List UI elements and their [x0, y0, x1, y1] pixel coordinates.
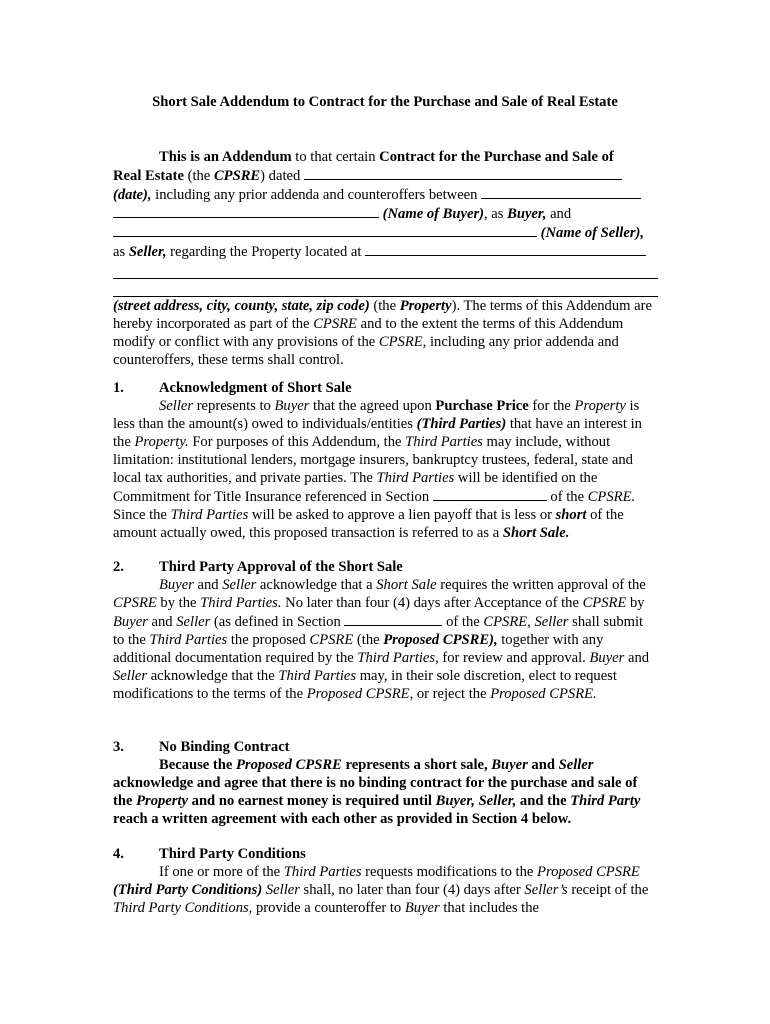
- text-run: If one or more of the: [159, 864, 284, 880]
- text-run: acknowledge and agree that there is no binding contract for the purchase and sale of the: [113, 775, 638, 809]
- text-run: short: [555, 507, 587, 523]
- text-run: , or reject the: [409, 686, 491, 702]
- section-3: [113, 738, 658, 828]
- text-run: Buyer: [274, 398, 310, 414]
- text-run: of the: [442, 614, 484, 630]
- section-3-heading: [113, 738, 658, 756]
- text-run: receipt of the: [567, 882, 649, 898]
- section-1: [113, 379, 658, 542]
- text-run: represents a short sale,: [341, 757, 492, 773]
- text-run: will be asked to approve a lien payoff that is less or: [248, 507, 556, 523]
- text-run: Seller: [222, 577, 257, 593]
- text-run: (Third Parties): [416, 416, 507, 432]
- text-run: 4.: [113, 846, 124, 862]
- date-blank[interactable]: [304, 166, 622, 180]
- text-run: Purchase Price: [435, 398, 529, 414]
- text-run: Third Party Conditions,: [113, 900, 253, 916]
- section-4: [113, 845, 658, 917]
- title-section-blank[interactable]: [433, 487, 547, 501]
- text-run: represents to: [193, 398, 275, 414]
- text-run: Third Parties,: [357, 650, 439, 666]
- text-run: shall submit to the: [113, 614, 644, 648]
- text-run: Third Parties: [405, 434, 483, 450]
- text-run: Buyer, Seller,: [435, 793, 517, 809]
- section-2: [113, 558, 658, 703]
- text-run: Short Sale: [376, 577, 437, 593]
- text-run: CPSRE: [582, 595, 627, 611]
- property-address-blank-3[interactable]: [113, 279, 658, 297]
- text-run: acknowledge that a: [256, 577, 377, 593]
- text-run: and no earnest money is required until: [188, 793, 436, 809]
- text-run: Third Party: [570, 793, 641, 809]
- text-run: Property: [136, 793, 188, 809]
- text-run: Proposed CPSRE: [236, 757, 342, 773]
- text-run: Third Parties: [278, 668, 357, 684]
- text-run: requires the written approval of the: [436, 577, 646, 593]
- text-run: will be identified on the Commitment for Title Insurance referenced in Section: [113, 470, 598, 505]
- text-run: that have an interest in the: [113, 416, 642, 450]
- text-run: by: [626, 595, 645, 611]
- text-run: Proposed CPSRE),: [383, 632, 498, 648]
- text-run: Third Party Approval of the Short Sale: [159, 559, 403, 575]
- buyer-name-blank-1[interactable]: [481, 185, 641, 199]
- text-run: may include, without limitation: institutional lenders, mortgage insurers, bankruptcy trustees, federal, state and local tax authorities, and private parties. The: [113, 434, 633, 486]
- text-run: Since the: [113, 507, 171, 523]
- text-run: and: [527, 757, 559, 773]
- buyer-name-blank-2[interactable]: [113, 204, 379, 218]
- text-run: 2.: [113, 559, 124, 575]
- property-address-blank-1[interactable]: [365, 242, 646, 256]
- text-run: Seller’s: [524, 882, 568, 898]
- text-run: Third Party Conditions: [159, 846, 306, 862]
- text-run: by the: [156, 595, 201, 611]
- text-run: for the: [528, 398, 575, 414]
- text-run: Third Parties: [149, 632, 228, 648]
- text-run: shall, no later than four (4) days after: [299, 882, 525, 898]
- property-address-blank-2[interactable]: [113, 261, 658, 279]
- intro-paragraph: This is an Addendum to that certain Contract for the Purchase and Sale of Real Estate (the CPSRE) dated (date), including any prior addenda and counteroffers between (Name of Buyer), as Buyer, and (Name of Seller), as Seller, regarding the Property located at (street address, city, county, state, zip code) (the Property). The terms of this Addendum are hereby incorporated as part of the CPSRE and to the extent the terms of this Addendum modify or conflict with any provisions of the CPSRE, including any prior addenda and counteroffers, these terms shall control.: [113, 148, 658, 369]
- text-run: Proposed CPSRE: [306, 686, 410, 702]
- text-run: No later than four (4) days after Acceptance of the: [281, 595, 583, 611]
- text-run: Buyer: [404, 900, 440, 916]
- text-run: requests modifications to the: [361, 864, 538, 880]
- text-run: Seller: [558, 757, 594, 773]
- seller-name-blank[interactable]: [113, 223, 537, 237]
- text-run: No Binding Contract: [159, 739, 290, 755]
- acceptance-section-blank[interactable]: [344, 612, 442, 626]
- text-run: provide a counteroffer to: [252, 900, 405, 916]
- text-run: of the: [546, 489, 588, 505]
- text-run: (as defined in Section: [210, 614, 345, 630]
- text-run: Buyer: [589, 650, 625, 666]
- text-run: for review and approval.: [438, 650, 590, 666]
- text-run: Proposed CPSRE.: [490, 686, 597, 702]
- date-label: (date),: [113, 187, 152, 203]
- text-run: Third Parties: [170, 507, 249, 523]
- text-run: may, in their sole discretion, elect to request modifications to the terms of the: [113, 668, 617, 702]
- text-run: Buyer: [159, 577, 194, 593]
- text-run: Third Parties.: [200, 595, 282, 611]
- text-run: and: [147, 614, 177, 630]
- document-title: Short Sale Addendum to Contract for the Purchase and Sale of Real Estate: [152, 94, 618, 110]
- text-run: (Third Party Conditions): [113, 882, 263, 898]
- text-run: that the agreed upon: [309, 398, 436, 414]
- text-run: Seller: [113, 668, 148, 684]
- text-run: and: [193, 577, 223, 593]
- text-run: Property.: [134, 434, 189, 450]
- text-run: that includes the: [439, 900, 540, 916]
- text-run: For purposes of this Addendum, the: [188, 434, 406, 450]
- text-run: Proposed CPSRE: [537, 864, 640, 880]
- text-run: reach a written agreement with each other as provided in Section 4 below.: [113, 811, 572, 827]
- text-run: and the: [516, 793, 571, 809]
- text-run: Seller: [176, 614, 211, 630]
- text-run: of the amount actually owed, this proposed transaction is referred to as a: [113, 507, 624, 541]
- text-run: CPSRE: [309, 632, 354, 648]
- section-1-heading: 1. Acknowledgment of Short Sale: [113, 380, 352, 396]
- text-run: Buyer: [113, 614, 148, 630]
- text-run: (the: [353, 632, 384, 648]
- text-run: Third Parties: [283, 864, 362, 880]
- text-run: Short Sale.: [502, 525, 570, 541]
- text-run: Third Parties: [376, 470, 455, 486]
- text-run: together with any additional documentation required by the: [113, 632, 604, 666]
- text-run: CPSRE, Seller: [483, 614, 569, 630]
- intro-lead: This is an Addendum: [159, 149, 292, 165]
- text-run: is less than the amount(s) owed to individuals/entities: [113, 398, 640, 432]
- text-run: Property: [574, 398, 626, 414]
- text-run: Buyer: [491, 757, 528, 773]
- text-run: CPSRE.: [587, 489, 636, 505]
- section-2-heading: [113, 558, 658, 576]
- text-run: Seller: [265, 882, 300, 898]
- text-run: Seller: [159, 398, 194, 414]
- text-run: 3.: [113, 739, 124, 755]
- section-4-heading: [113, 845, 658, 863]
- text-run: and: [624, 650, 650, 666]
- text-run: acknowledge that the: [147, 668, 279, 684]
- text-run: the proposed: [227, 632, 310, 648]
- text-run: CPSRE: [113, 595, 157, 611]
- text-run: Because the: [159, 757, 237, 773]
